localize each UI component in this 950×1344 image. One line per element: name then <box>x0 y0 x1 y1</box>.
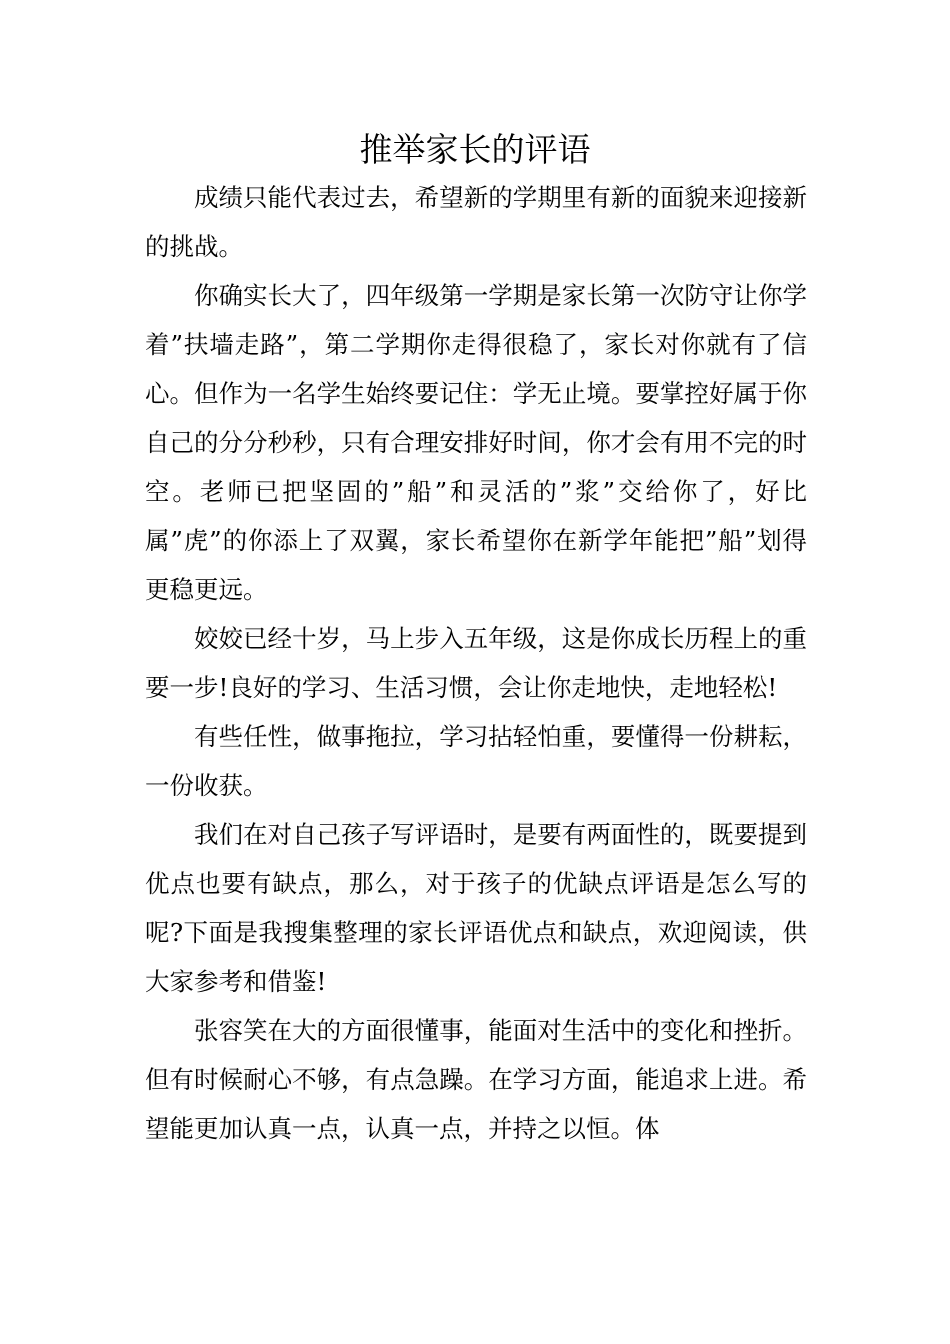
paragraph: 张容笑在大的方面很懂事，能面对生活中的变化和挫折。但有时候耐心不够，有点急躁。在学习方面，能追求上进。希望能更加认真一点，认真一点，并持之以恒。体 <box>145 1016 807 1143</box>
paragraph: 我们在对自己孩子写评语时，是要有两面性的，既要提到优点也要有缺点，那么，对于孩子的优缺点评语是怎么写的呢?下面是我搜集整理的家长评语优点和缺点，欢迎阅读，供大家参考和借鉴! <box>145 820 807 996</box>
document-title: 推举家长的评语 <box>359 130 591 169</box>
paragraph: 成绩只能代表过去，希望新的学期里有新的面貌来迎接新的挑战。 <box>145 183 807 261</box>
document-body <box>145 173 807 1153</box>
paragraph: 有些任性，做事拖拉，学习拈轻怕重，要懂得一份耕耘，一份收获。 <box>145 722 807 800</box>
paragraph: 姣姣已经十岁，马上步入五年级，这是你成长历程上的重要一步!良好的学习、生活习惯，会让你走地快，走地轻松! <box>145 624 807 702</box>
paragraph: 你确实长大了，四年级第一学期是家长第一次防守让你学着”扶墙走路”，第二学期你走得很稳了，家长对你就有了信心。但作为一名学生始终要记住：学无止境。要掌控好属于你自己的分分秒秒，只有合理安排好时间，你才会有用不完的时空。老师已把坚固的”船”和灵活的”浆”交给你了，好比属”虎”的你添上了双翼，家长希望你在新学年能把”船”划得更稳更远。 <box>145 281 807 604</box>
